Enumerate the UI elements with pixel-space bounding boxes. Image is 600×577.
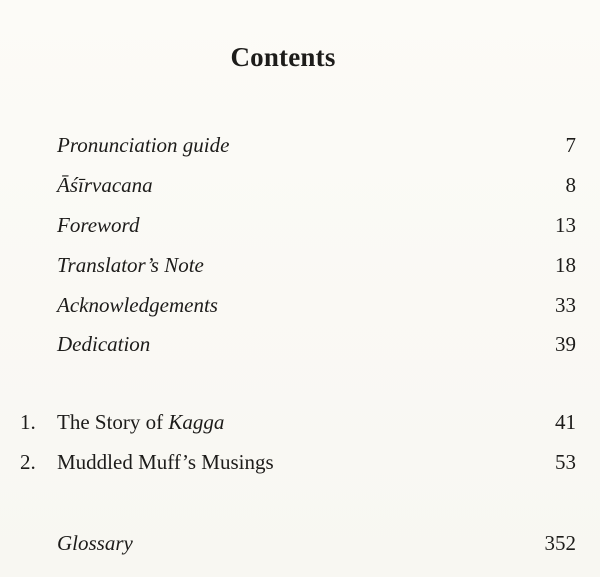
chapter-number: 2. <box>20 450 36 474</box>
toc-entry <box>0 250 600 280</box>
toc-entry-label: Foreword <box>57 213 140 237</box>
toc-entry <box>0 329 600 359</box>
chapter-title-text: The Story of <box>57 410 169 434</box>
toc-page-number: 8 <box>565 173 576 197</box>
toc-page-number: 18 <box>555 253 576 277</box>
toc-entry <box>0 528 600 558</box>
toc-page-number: 352 <box>544 531 576 555</box>
toc-page-number: 41 <box>555 410 576 434</box>
chapter-title-text: Muddled Muff’s Musings <box>57 450 274 474</box>
chapter-title-italic: Kagga <box>168 410 225 434</box>
toc-entry-label: Glossary <box>57 531 133 555</box>
toc-entry-label <box>57 447 274 477</box>
toc-entry-label: Translator’s Note <box>57 253 204 277</box>
toc-chapter-entry <box>0 447 600 477</box>
toc-page-number: 53 <box>555 450 576 474</box>
toc-entry-label: Āśīrvacana <box>57 173 153 197</box>
chapter-number: 1. <box>20 410 36 434</box>
toc-entry-label: Dedication <box>57 332 151 356</box>
toc-page-number: 33 <box>555 293 576 317</box>
toc-entry <box>0 170 600 200</box>
toc-page-number: 39 <box>555 332 576 356</box>
toc-entry-label: Pronunciation guide <box>57 133 230 157</box>
toc-chapter-entry <box>0 407 600 437</box>
page-title: Contents <box>230 42 336 72</box>
toc-page-number: 13 <box>555 213 576 237</box>
toc-page-number: 7 <box>565 133 576 157</box>
toc-entry-label: Acknowledgements <box>57 293 218 317</box>
toc-entry <box>0 130 600 160</box>
toc-entry <box>0 210 600 240</box>
toc-entry <box>0 290 600 320</box>
toc-entry-label <box>57 407 224 437</box>
